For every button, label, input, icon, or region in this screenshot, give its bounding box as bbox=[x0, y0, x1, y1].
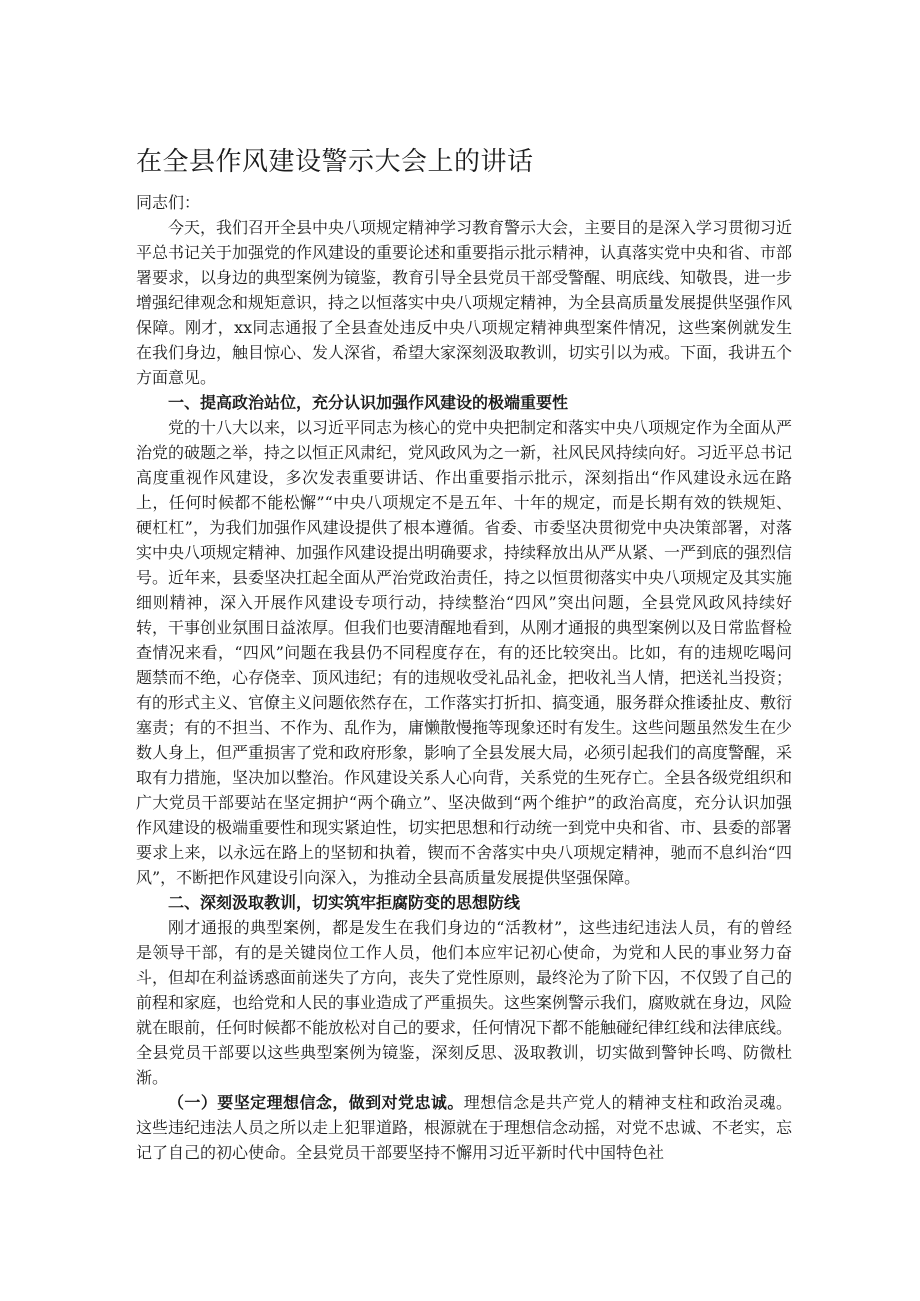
subsection-1-paragraph bbox=[136, 1090, 792, 1165]
section-2-heading: 二、深刻汲取教训，切实筑牢拒腐防变的思想防线 bbox=[168, 893, 521, 912]
subsection-1-lead: （一）要坚定理想信念，做到对党忠诚。 bbox=[168, 1093, 464, 1112]
page-title: 在全县作风建设警示大会上的讲话 bbox=[136, 147, 534, 177]
intro-paragraph: 今天，我们召开全县中央八项规定精神学习教育警示大会，主要目的是深入学习贯彻习近平总书记关于加强党的作风建设的重要论述和重要指示批示精神，认真落实党中央和省、市部署要求，以身边的典型案例为镜鉴，教育引导全县党员干部受警醒、明底线、知敬畏，进一步增强纪律观念和规矩意识，持之以恒落实中央八项规定精神，为全县高质量发展提供坚强作风保障。刚才，xx同志通报了全县查处违反中央八项规定精神典型案件情况，这些案例就发生在我们身边，触目惊心、发人深省，希望大家深刻汲取教训，切实引以为戒。下面，我讲五个方面意见。 bbox=[136, 218, 793, 387]
document-page bbox=[136, 140, 792, 1165]
subsection-1-body: 理想信念是共产党人的精神支柱和政治灵魂。这些违纪违法人员之所以走上犯罪道路，根源就在于理想信念动摇，对党不忠诚、不老实，忘记了自己的初心使命。全县党员干部要坚持不懈用习近平新时代中国特色社 bbox=[136, 1093, 793, 1162]
salutation: 同志们： bbox=[136, 193, 201, 212]
section-1-heading: 一、提高政治站位，充分认识加强作风建设的极端重要性 bbox=[168, 393, 569, 412]
section-2-paragraph: 刚才通报的典型案例，都是发生在我们身边的“活教材”，这些违纪违法人员，有的曾经是领导干部，有的是关键岗位工作人员，他们本应牢记初心使命，为党和人民的事业努力奋斗，但却在利益诱惑面前迷失了方向，丧失了党性原则，最终沦为了阶下囚，不仅毁了自己的前程和家庭，也给党和人民的事业造成了严重损失。这些案例警示我们，腐败就在身边，风险就在眼前，任何时候都不能放松对自己的要求，任何情况下都不能触碰纪律红线和法律底线。全县党员干部要以这些典型案例为镜鉴，深刻反思、汲取教训，切实做到警钟长鸣、防微杜渐。 bbox=[136, 918, 793, 1087]
section-1-paragraph: 党的十八大以来，以习近平同志为核心的党中央把制定和落实中央八项规定作为全面从严治党的破题之举，持之以恒正风肃纪，党风政风为之一新，社风民风持续向好。习近平总书记高度重视作风建设，多次发表重要讲话、作出重要指示批示，深刻指出“作风建设永远在路上，任何时候都不能松懈”“中央八项规定不是五年、十年的规定，而是长期有效的铁规矩、硬杠杠”，为我们加强作风建设提供了根本遵循。省委、市委坚决贯彻党中央决策部署，对落实中央八项规定精神、加强作风建设提出明确要求，持续释放出从严从紧、一严到底的强烈信号。近年来，县委坚决扛起全面从严治党政治责任，持之以恒贯彻落实中央八项规定及其实施细则精神，深入开展作风建设专项行动，持续整治“四风”突出问题，全县党风政风持续好转，干事创业氛围日益浓厚。但我们也要清醒地看到，从刚才通报的典型案例以及日常监督检查情况来看，“四风”问题在我县仍不同程度存在，有的还比较突出。比如，有的违规吃喝问题禁而不绝，心存侥幸、顶风违纪；有的违规收受礼品礼金，把收礼当人情，把送礼当投资；有的形式主义、官僚主义问题依然存在，工作落实打折扣、搞变通，服务群众推诿扯皮、敷衍塞责；有的不担当、不作为、乱作为，庸懒散慢拖等现象还时有发生。这些问题虽然发生在少数人身上，但严重损害了党和政府形象，影响了全县发展大局，必须引起我们的高度警醒，采取有力措施，坚决加以整治。作风建设关系人心向背，关系党的生死存亡。全县各级党组织和广大党员干部要站在坚定拥护“两个确立”、坚决做到“两个维护”的政治高度，充分认识加强作风建设的极端重要性和现实紧迫性，切实把思想和行动统一到党中央和省、市、县委的部署要求上来，以永远在路上的坚韧和执着，锲而不舍落实中央八项规定精神，驰而不息纠治“四风”，不断把作风建设引向深入，为推动全县高质量发展提供坚强保障。 bbox=[136, 418, 793, 887]
